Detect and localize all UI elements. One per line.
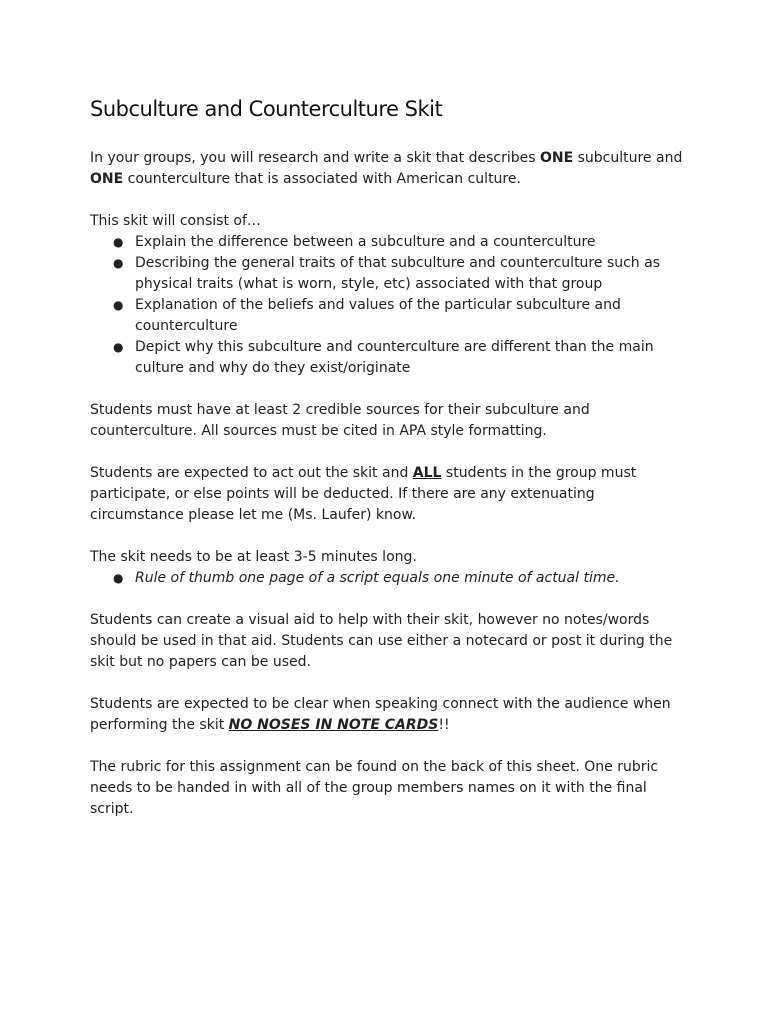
intro-text-pre: In your groups, you will research and write a skit that describes	[90, 150, 540, 166]
list-item	[113, 253, 688, 295]
speaking-text-pre: Students are expected to be clear when speaking connect with the audience when performing the skit	[90, 696, 671, 733]
bullet-icon: ●	[113, 298, 124, 312]
visual-aid-paragraph: Students can create a visual aid to help with their skit, however no notes/words should be used in that aid. Students can use either a notecard or post it during the skit but no papers can be used.	[90, 612, 673, 670]
bullet-icon: ●	[113, 340, 124, 354]
length-paragraph: The skit needs to be at least 3-5 minutes long.	[90, 549, 417, 565]
page-title: Subculture and Counterculture Skit	[90, 97, 443, 121]
rubric-paragraph: The rubric for this assignment can be found on the back of this sheet. One rubric needs to be handed in with all of the group members names on it with the final script.	[90, 759, 659, 817]
sources-paragraph: Students must have at least 2 credible sources for their subculture and counterculture. All sources must be cited in APA style formatting.	[90, 402, 590, 439]
speaking-paragraph	[90, 694, 688, 736]
intro-text-post: counterculture that is associated with American culture.	[123, 171, 521, 187]
list-item-text: Explain the difference between a subculture and a counterculture	[135, 234, 596, 250]
intro-text-mid: subculture and	[573, 150, 683, 166]
speaking-text-post: !!	[438, 717, 450, 733]
intro-paragraph	[90, 148, 688, 190]
participation-text-post: students in the group must participate, or else points will be deducted. If there are any extenuating circumstance please let me (Ms. Laufer) know.	[90, 465, 637, 523]
bullet-icon: ●	[113, 256, 124, 270]
participation-bold-all: ALL	[412, 465, 442, 481]
list-item	[113, 232, 688, 253]
list-item-text: Describing the general traits of that subculture and counterculture such as physical traits (what is worn, style, etc) associated with that group	[135, 255, 661, 292]
intro-bold-two: ONE	[90, 171, 124, 187]
length-list	[90, 568, 688, 589]
list-item	[113, 568, 688, 589]
list-item-text: Depict why this subculture and counterculture are different than the main culture and why do they exist/originate	[135, 339, 654, 376]
bullet-icon: ●	[113, 571, 124, 585]
list-item-text: Explanation of the beliefs and values of the particular subculture and counterculture	[135, 297, 621, 334]
participation-paragraph	[90, 463, 688, 526]
list-item	[113, 295, 688, 337]
speaking-emphasis: NO NOSES IN NOTE CARDS	[228, 717, 439, 733]
participation-text-pre: Students are expected to act out the skit and	[90, 465, 413, 481]
consist-heading: This skit will consist of…	[90, 213, 261, 229]
bullet-icon: ●	[113, 235, 124, 249]
consist-list	[90, 232, 688, 379]
length-tip-text: Rule of thumb one page of a script equals one minute of actual time.	[135, 570, 620, 586]
list-item	[113, 337, 688, 379]
intro-bold-one: ONE	[539, 150, 574, 166]
